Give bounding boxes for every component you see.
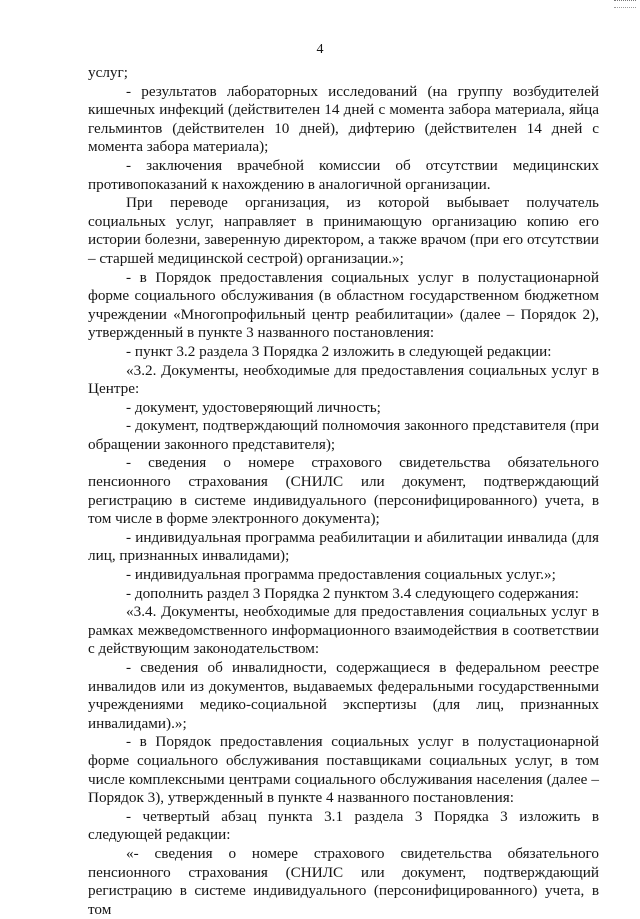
paragraph-transfer: При переводе организация, из которой выбывает получатель социальных услуг, направляет в принимающую организацию копию его истории болезни, заверенную директором, а также врачом (при его отсутствии – старшей медицинской сестрой) организации.»;: [88, 194, 599, 267]
paragraph-clause-3-4: «3.4. Документы, необходимые для предоставления социальных услуг в рамках межведомственного информационного взаимодействия в соответствии с действующим законодательством:: [88, 603, 599, 658]
document-body: [88, 64, 599, 919]
paragraph-identity-document: - документ, удостоверяющий личность;: [126, 398, 381, 416]
paragraph-order-3-intro: - в Порядок предоставления социальных услуг в полустационарной форме социального обслуживания поставщиками социальных услуг, в том числе комплексными центрами социального обслуживания населения (далее – Порядок 3), утвержденный в пункте 4 названного постановления:: [88, 733, 599, 807]
paragraph-services-program: - индивидуальная программа предоставления социальных услуг.»;: [126, 566, 556, 584]
paragraph-snils-new: «- сведения о номере страхового свидетельства обязательного пенсионного страхования (СНИЛС или документ, подтверждающий регистрацию в системе индивидуального (персонифицированного) учета, в том: [88, 844, 599, 918]
paragraph-snils: - сведения о номере страхового свидетельства обязательного пенсионного страхования (СНИЛС или документ, подтверждающий регистрацию в системе индивидуального (персонифицированного) учета, в том числе в форме электронного документа);: [88, 454, 599, 528]
paragraph-clause-3-2: «3.2. Документы, необходимые для предоставления социальных услуг в Центре:: [88, 361, 599, 398]
paragraph-fourth-abzac-edit: - четвертый абзац пункта 3.1 раздела 3 Порядка 3 изложить в следующей редакции:: [88, 807, 599, 844]
scan-corner-mark: [614, 0, 636, 8]
paragraph-rehab-program: - индивидуальная программа реабилитации и абилитации инвалида (для лиц, признанных инвалидами);: [88, 528, 599, 565]
paragraph-disability-info: - сведения об инвалидности, содержащиеся в федеральном реестре инвалидов или из документов, выдаваемых федеральными государственными учреждениями медико-социальной экспертизы (для лиц, признанных инвалидами).»;: [88, 659, 599, 732]
paragraph-clause-3-2-edit: - пункт 3.2 раздела 3 Порядка 2 изложить в следующей редакции:: [126, 342, 552, 360]
paragraph-add-clause-3-4: - дополнить раздел 3 Порядка 2 пунктом 3.4 следующего содержания:: [126, 584, 579, 602]
page-number: 4: [316, 42, 324, 57]
paragraph-continuation: услуг;: [88, 64, 128, 81]
paragraph-medical-commission: - заключения врачебной комиссии об отсутствии медицинских противопоказаний к нахождению в аналогичной организации.: [88, 156, 599, 193]
paragraph-order-2-intro: - в Порядок предоставления социальных услуг в полустационарной форме социального обслуживания (в областном государственном бюджетном учреждении «Многопрофильный центр реабилитации» (далее – Порядок 2), утвержденный в пункте 3 названного постановления:: [88, 268, 599, 342]
paragraph-lab-results: - результатов лабораторных исследований (на группу возбудителей кишечных инфекций (действителен 14 дней с момента забора материала, яйца гельминтов (действителен 10 дней), дифтерию (действителен 14 дней с момента забора материала);: [88, 82, 599, 156]
paragraph-representative-document: - документ, подтверждающий полномочия законного представителя (при обращении законного представителя);: [88, 417, 599, 453]
